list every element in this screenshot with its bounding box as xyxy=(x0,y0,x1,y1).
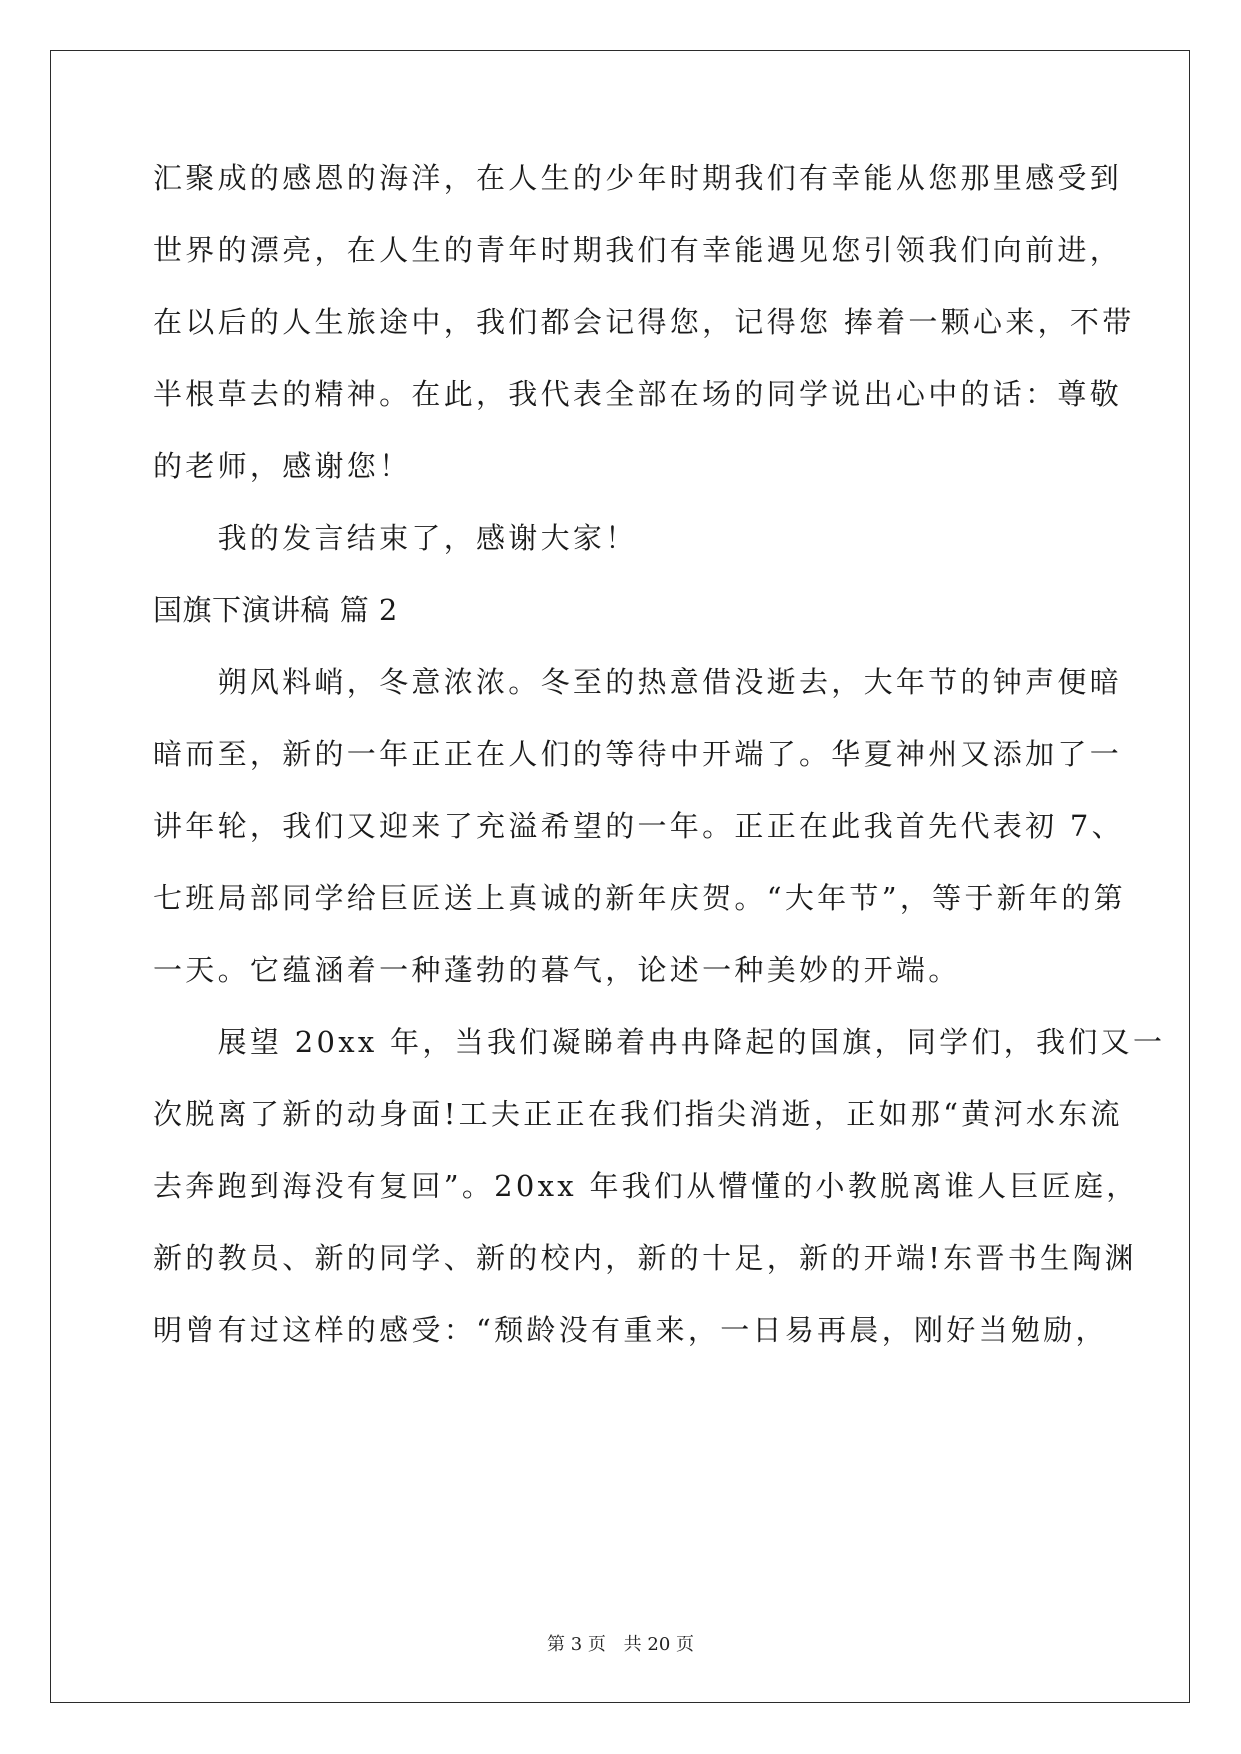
page-total: 共 20 页 xyxy=(623,1634,694,1655)
text-line: 的老师，感谢您！ xyxy=(153,449,412,483)
text-line: 明曾有过这样的感受：“颓龄没有重来，一日易再晨，刚好当勉励， xyxy=(153,1313,1108,1347)
text-line: 展望 20xx 年，当我们凝睇着冉冉降起的国旗，同学们，我们又一 xyxy=(153,1025,1166,1059)
text-line: 讲年轮，我们又迎来了充溢希望的一年。正正在此我首先代表初 7、 xyxy=(153,809,1124,843)
text-line: 半根草去的精神。在此，我代表全部在场的同学说出心中的话：尊敬 xyxy=(153,377,1123,411)
text-line: 去奔跑到海没有复回”。20xx 年我们从懵懂的小教脱离谁人巨匠庭， xyxy=(153,1169,1139,1203)
text-line: 世界的漂亮，在人生的青年时期我们有幸能遇见您引领我们向前进， xyxy=(153,233,1123,267)
page-footer xyxy=(0,1630,1241,1656)
text-line: 七班局部同学给巨匠送上真诚的新年庆贺。“大年节”，等于新年的第 xyxy=(153,881,1126,915)
text-line: 汇聚成的感恩的海洋，在人生的少年时期我们有幸能从您那里感受到 xyxy=(153,161,1123,195)
page-border xyxy=(50,50,1190,1703)
text-line: 暗而至，新的一年正正在人们的等待中开端了。华夏神州又添加了一 xyxy=(153,737,1123,771)
text-line: 次脱离了新的动身面!工夫正正在我们指尖消逝，正如那“黄河水东流 xyxy=(153,1097,1123,1131)
text-line: 新的教员、新的同学、新的校内，新的十足，新的开端!东晋书生陶渊 xyxy=(153,1241,1137,1275)
section-heading: 国旗下演讲稿 篇 2 xyxy=(153,593,398,627)
text-line: 一天。它蕴涵着一种蓬勃的暮气，论述一种美妙的开端。 xyxy=(153,953,961,987)
page-number: 第 3 页 xyxy=(547,1634,606,1655)
text-line: 我的发言结束了，感谢大家！ xyxy=(153,521,638,555)
text-line: 朔风料峭，冬意浓浓。冬至的热意借没逝去，大年节的钟声便暗 xyxy=(153,665,1123,699)
text-line: 在以后的人生旅途中，我们都会记得您，记得您 捧着一颗心来，不带 xyxy=(153,305,1135,339)
